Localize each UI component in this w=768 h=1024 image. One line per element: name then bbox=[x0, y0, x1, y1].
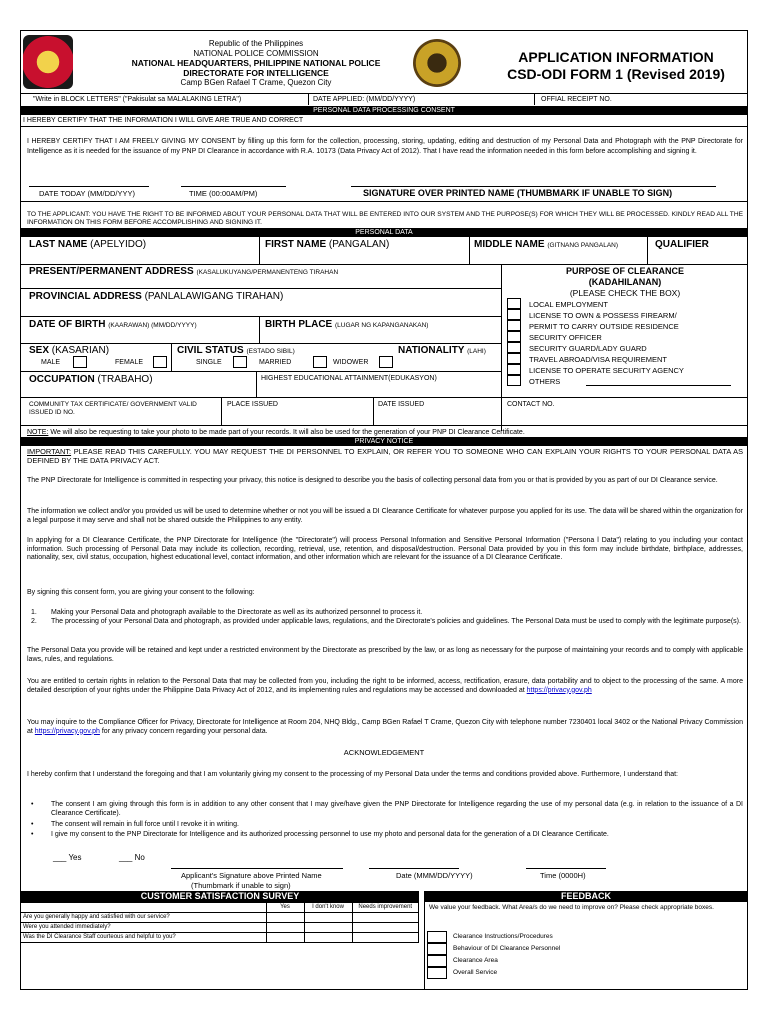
male-option: MALE bbox=[41, 359, 61, 366]
time-label: TIME (00:00AM/PM) bbox=[189, 189, 258, 198]
date-today-label: DATE TODAY (MM/DD/YYY) bbox=[39, 189, 135, 198]
consent-item-1: Making your Personal Data and photograph available to the Directorate as well as its authorized personnel to process it. bbox=[51, 609, 423, 616]
no-blank[interactable]: ___ No bbox=[119, 853, 145, 862]
purpose-instruction: (PLEASE CHECK THE BOX) bbox=[569, 288, 681, 298]
feedback-intro: We value your feedback. What Area/s do we need to improve on? Please check appropriate boxes. bbox=[429, 904, 714, 911]
thumbmark-label: (Thumbmark if unable to sign) bbox=[191, 881, 291, 890]
important-note: IMPORTANT: PLEASE READ THIS CAREFULLY. YOU MAY REQUEST THE DI PERSONNEL TO EXPLAIN, OR REFER YOU TO SOMEONE WHO CAN EXPLAIN YOUR RIGHTS TO YOUR PERSONAL DATA AS DEFINED BY THE DATA PRIVACY ACT. bbox=[27, 447, 743, 465]
pnp-seal-icon bbox=[23, 35, 73, 89]
male-checkbox[interactable] bbox=[73, 356, 87, 368]
contact-label[interactable]: CONTACT NO. bbox=[507, 401, 555, 408]
widower-option: WIDOWER bbox=[333, 359, 369, 366]
date-applied-field[interactable]: DATE APPLIED: (MM/DD/YYYY) bbox=[313, 96, 416, 103]
survey-row bbox=[21, 923, 419, 933]
applicant-signature-label: Applicant's Signature above Printed Name bbox=[181, 871, 322, 880]
clearance-form bbox=[20, 30, 748, 990]
widower-checkbox[interactable] bbox=[379, 356, 393, 368]
consent-item-1-num: 1. bbox=[31, 609, 37, 616]
survey-header-row bbox=[21, 903, 419, 913]
survey-needs-header: Needs improvement bbox=[352, 903, 419, 913]
feedback-item-label: Clearance Instructions/Procedures bbox=[453, 933, 553, 940]
survey-question: Was the DI Clearance Staff courteous and helpful to you? bbox=[21, 933, 266, 943]
survey-question: Are you generally happy and satisfied with our service? bbox=[21, 913, 266, 923]
middle-name-label[interactable]: MIDDLE NAME (GITNANG PANGALAN) bbox=[474, 239, 619, 250]
first-name-label[interactable]: FIRST NAME (PANGALAN) bbox=[265, 239, 390, 250]
block-letters-note: "Write in BLOCK LETTERS" ("Pakisulat sa MALALAKING LETRA") bbox=[33, 96, 242, 103]
purpose-subtitle: (KADAHILANAN) bbox=[588, 277, 662, 287]
ctc-label[interactable]: COMMUNITY TAX CERTIFICATE/ GOVERNMENT VALID ISSUED ID NO. bbox=[29, 401, 197, 416]
form-code: CSD-ODI FORM 1 (Revised 2019) bbox=[507, 66, 725, 82]
purpose-item-label: PERMIT TO CARRY OUTSIDE RESIDENCE bbox=[529, 322, 679, 331]
privacy-link-2[interactable]: https://privacy.gov.ph bbox=[34, 727, 100, 735]
survey-bar: CUSTOMER SATISFACTION SURVEY bbox=[21, 891, 419, 902]
survey-yes-cell[interactable] bbox=[266, 923, 304, 933]
feedback-item-label: Behaviour of DI Clearance Personnel bbox=[453, 945, 561, 952]
survey-table bbox=[21, 902, 419, 943]
occupation-label[interactable]: OCCUPATION (TRABAHO) bbox=[29, 374, 153, 385]
privacy-p3: In applying for a DI Clearance Certificate, the PNP Directorate for Intelligence (the "Directorate") will process Personal Information and Sensitive Personal Information ("Persona l Data") relating to you including your contact information. Such processing of Personal Data may include its collection, recording, retrieval, use, retention, and disposal/destruction. Personal Data provided by you in this form may include birthdate, birthplace, addresses, nationality, sex, civil status, occupation, highest educational level, contact information, and other information which are relevant for the issuance of a DI Clearance Certificate. bbox=[27, 537, 743, 562]
bullet-3: • bbox=[31, 831, 34, 838]
nationality-label[interactable]: NATIONALITY (LAHI) bbox=[398, 345, 486, 356]
ack-time-label: Time (0000H) bbox=[540, 871, 586, 880]
qualifier-label[interactable]: QUALIFIER bbox=[655, 239, 709, 250]
feedback-checkbox[interactable] bbox=[427, 955, 447, 967]
education-label[interactable]: HIGHEST EDUCATIONAL ATTAINMENT(EDUKASYON) bbox=[261, 375, 437, 382]
purpose-checkbox[interactable] bbox=[507, 364, 521, 375]
privacy-p4: By signing this consent form, you are giving your consent to the following: bbox=[27, 589, 255, 596]
survey-question: Were you attended immediately? bbox=[21, 923, 266, 933]
married-option: MARRIED bbox=[259, 359, 292, 366]
yes-blank[interactable]: ___ Yes bbox=[53, 853, 82, 862]
feedback-checkbox[interactable] bbox=[427, 931, 447, 943]
survey-needs-cell[interactable] bbox=[352, 923, 419, 933]
official-receipt-field[interactable]: OFFIAL RECEIPT NO. bbox=[541, 96, 612, 103]
single-option: SINGLE bbox=[196, 359, 222, 366]
purpose-item-label: LICENSE TO OWN & POSSESS FIREARM/ bbox=[529, 311, 677, 320]
privacy-p7: You may inquire to the Compliance Officer for Privacy, Directorate for Intelligence at Room 204, NHQ Bldg., Camp BGen Rafael T Crame, Quezon City with telephone number 7230401 local 3402 or the National Privacy Commission at https://privacy.gov.ph for any privacy concern regarding your personal data. bbox=[27, 719, 743, 735]
female-checkbox[interactable] bbox=[153, 356, 167, 368]
survey-yes-cell[interactable] bbox=[266, 933, 304, 943]
purpose-item-label: OTHERS bbox=[529, 377, 561, 386]
signature-label: SIGNATURE OVER PRINTED NAME (THUMBMARK IF UNABLE TO SIGN) bbox=[363, 188, 673, 198]
purpose-item-label: TRAVEL ABROAD/VISA REQUIREMENT bbox=[529, 355, 667, 364]
survey-needs-cell[interactable] bbox=[352, 933, 419, 943]
acknowledgement-title: ACKNOWLEDGEMENT bbox=[343, 748, 425, 757]
survey-row bbox=[21, 933, 419, 943]
purpose-item-label: SECURITY OFFICER bbox=[529, 333, 602, 342]
feedback-item-label: Clearance Area bbox=[453, 957, 498, 964]
purpose-checkbox[interactable] bbox=[507, 353, 521, 364]
survey-dontknow-cell[interactable] bbox=[304, 913, 352, 923]
photo-note: NOTE: We will also be requesting to take your photo to be made part of your records. It will also be used for the generation of your PNP DI Clearance Certificate. bbox=[27, 429, 525, 436]
survey-yes-cell[interactable] bbox=[266, 913, 304, 923]
privacy-p2: The information we collect and/or you provided us will be used to determine whether or not you will be issued a DI Clearance Certificate for whatever purpose you applied for its use. The data will be shared within the organization for a legal purpose it may serve and shall not be shared outside the Philippines to any entity. bbox=[27, 508, 743, 524]
header-address: Camp BGen Rafael T Crame, Quezon City bbox=[180, 78, 332, 87]
single-checkbox[interactable] bbox=[233, 356, 247, 368]
certify-line: I HEREBY CERTIFY THAT THE INFORMATION I WILL GIVE ARE TRUE AND CORRECT bbox=[23, 117, 304, 124]
bullet-1: • bbox=[31, 801, 34, 808]
survey-dontknow-header: I don't know bbox=[304, 903, 352, 913]
personal-data-bar: PERSONAL DATA bbox=[21, 228, 747, 237]
privacy-p1: The PNP Directorate for Intelligence is committed in respecting your privacy, this notice is designed to describe you the basis of collecting personal data from you or that is provided by you as part of our DI Clearance service. bbox=[27, 477, 718, 484]
sex-label: SEX (KASARIAN) bbox=[29, 345, 110, 356]
survey-needs-cell[interactable] bbox=[352, 913, 419, 923]
place-issued-label[interactable]: PLACE ISSUED bbox=[227, 401, 278, 408]
consent-item-2-num: 2. bbox=[31, 618, 37, 625]
header-hq: NATIONAL HEADQUARTERS, PHILIPPINE NATIONAL POLICE bbox=[131, 58, 381, 68]
form-title: APPLICATION INFORMATION bbox=[518, 49, 714, 65]
privacy-link[interactable]: https://privacy.gov.ph bbox=[526, 686, 592, 694]
present-address-label[interactable]: PRESENT/PERMANENT ADDRESS (KASALUKUYANG/PERMANENTENG TIRAHAN bbox=[29, 266, 339, 277]
header-directorate: DIRECTORATE FOR INTELLIGENCE bbox=[183, 68, 329, 78]
acknowledgement-text: I hereby confirm that I understand the foregoing and that I am voluntarily giving my consent to the processing of my Personal Data under the terms and conditions provided above. Furthermore, I understand that: bbox=[27, 771, 678, 778]
header-commission: NATIONAL POLICE COMMISSION bbox=[193, 49, 319, 58]
consent-item-2: The processing of your Personal Data and photograph, as provided under applicable laws, regulations, and the Directorate's policies and guidelines. The Personal Data must be used to comply with the legitimate purpose(s). bbox=[51, 618, 741, 625]
feedback-checkbox[interactable] bbox=[427, 943, 447, 955]
survey-dontknow-cell[interactable] bbox=[304, 923, 352, 933]
purpose-checkbox[interactable] bbox=[507, 342, 521, 353]
purpose-checkbox[interactable] bbox=[507, 309, 521, 320]
privacy-p5: The Personal Data you provide will be retained and kept under a restricted environment by the Directorate as prescribed by the law, or as long as necessary for the purpose of maintaining your records and to comply with applicable laws, rules, and regulations. bbox=[27, 647, 743, 663]
date-issued-label[interactable]: DATE ISSUED bbox=[378, 401, 425, 408]
purpose-item-label: SECURITY GUARD/LADY GUARD bbox=[529, 344, 647, 353]
privacy-bar: PRIVACY NOTICE bbox=[21, 437, 747, 446]
survey-dontknow-cell[interactable] bbox=[304, 933, 352, 943]
bullet-2: • bbox=[31, 821, 34, 828]
applicant-notice: TO THE APPLICANT: YOU HAVE THE RIGHT TO BE INFORMED ABOUT YOUR PERSONAL DATA THAT WILL BE ENTERED INTO OUR SYSTEM AND THE PURPOSE(S) FOR WHICH THEY WILL BE PROCESSED. KINDLY READ ALL THE INFORMATION ON THIS FORM BEFORE ACCOMPLISHING AND SIGNING IT. bbox=[27, 211, 743, 226]
civil-status-label: CIVIL STATUS (ESTADO SIBIL) bbox=[177, 345, 295, 356]
purpose-item-label: LICENSE TO OPERATE SECURITY AGENCY bbox=[529, 366, 684, 375]
di-seal-icon bbox=[413, 39, 461, 87]
survey-row bbox=[21, 913, 419, 923]
ack-date-label: Date (MMM/DD/YYYY) bbox=[396, 871, 473, 880]
purpose-item-label: LOCAL EMPLOYMENT bbox=[529, 300, 608, 309]
purpose-checkbox[interactable] bbox=[507, 298, 521, 309]
female-option: FEMALE bbox=[115, 359, 144, 366]
header-republic: Republic of the Philippines bbox=[208, 39, 304, 48]
purpose-checkbox[interactable] bbox=[507, 375, 521, 386]
married-checkbox[interactable] bbox=[313, 356, 327, 368]
purpose-checkbox[interactable] bbox=[507, 331, 521, 342]
feedback-item-label: Overall Service bbox=[453, 969, 498, 976]
provincial-address-label[interactable]: PROVINCIAL ADDRESS (PANLALAWIGANG TIRAHAN) bbox=[29, 291, 284, 302]
ack-bullet-3: I give my consent to the PNP Directorate for Intelligence and its authorized processing personnel to use my photo and personal data for the generation of a DI Clearance Certificate. bbox=[51, 831, 609, 838]
purpose-title: PURPOSE OF CLEARANCE bbox=[565, 266, 684, 276]
birth-place-label[interactable]: BIRTH PLACE (LUGAR NG KAPANGANAKAN) bbox=[265, 319, 429, 330]
feedback-checkbox[interactable] bbox=[427, 967, 447, 979]
purpose-checkbox[interactable] bbox=[507, 320, 521, 331]
consent-paragraph: I HEREBY CERTIFY THAT I AM FREELY GIVING MY CONSENT by filling up this form for the collection, processing, storing, updating, editing and destruction of my Personal Data and Photograph with the PNP Directorate for Intelligence as it is needed for the issuance of my PNP DI Clearance in accordance with R.A. 10173 (Data Privacy Act of 2012). That I have read the information needed in this form before accomplishing and signing it. bbox=[27, 138, 743, 155]
last-name-label[interactable]: LAST NAME (APELYIDO) bbox=[29, 239, 147, 250]
ack-bullet-2: The consent will remain in full force until I revoke it in writing. bbox=[51, 821, 239, 828]
consent-bar: PERSONAL DATA PROCESSING CONSENT bbox=[21, 106, 747, 115]
ack-bullet-1: The consent I am giving through this form is in addition to any other consent that I may give/have given the PNP Directorate for Intelligence regarding the use of my personal data (e.g. in relation to the issuance of a DI Clearance Certificate). bbox=[51, 801, 743, 817]
survey-yes-header: Yes bbox=[266, 903, 304, 913]
privacy-p6: You are entitled to certain rights in relation to the Personal Data that may be collected from you, including the right to be informed, access, rectification, erasure, data portability and to object to the processing of the same. A more detailed description of your rights under the Philippine Data Privacy Act of 2012, and its implementing rules and regulations may be accessed and downloaded at https://privacy.gov.ph bbox=[27, 678, 743, 694]
dob-label[interactable]: DATE OF BIRTH (KAARAWAN) (MM/DD/YYYY) bbox=[29, 319, 197, 330]
feedback-bar: FEEDBACK bbox=[425, 891, 747, 902]
